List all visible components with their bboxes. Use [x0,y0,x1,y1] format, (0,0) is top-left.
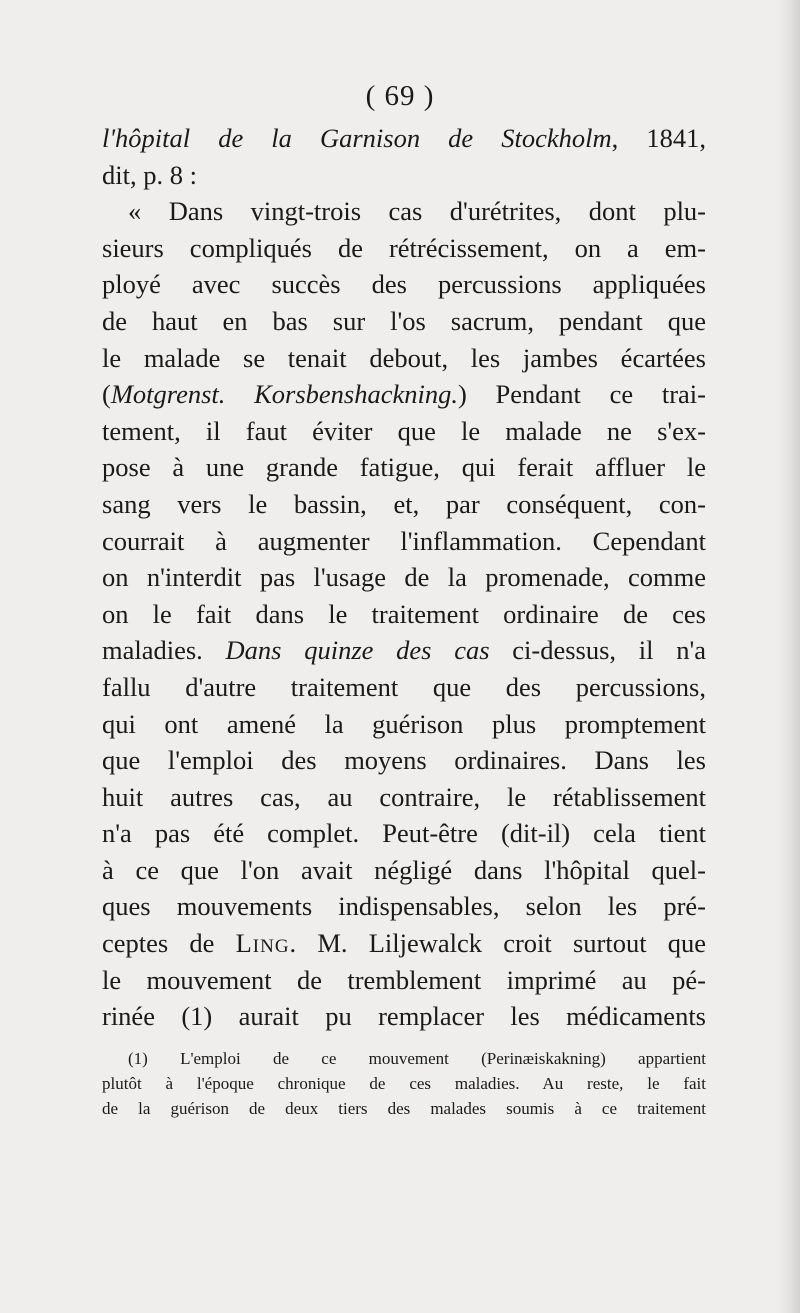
text-line-22: ques mouvements indispensables, selon les pré- [102,891,706,922]
text-line-14: on le fait dans le traitement ordinaire de ces [102,598,706,629]
text-line-11: sang vers le bassin, et, par conséquent, con- [102,488,706,519]
text-line-19: huit autres cas, au contraire, le rétablissement [102,781,706,812]
text-line-7: le malade se tenait debout, les jambes écartées [102,342,706,373]
text-line-13: on n'interdit pas l'usage de la promenade, comme [102,562,706,593]
text-line-16: fallu d'autre traitement que des percussions, [102,671,706,702]
text-line-4: sieurs compliqués de rétrécissement, on a em- [102,232,706,263]
footnote-line-2: plutôt à l'époque chronique de ces maladies. Au reste, le fait [102,1074,706,1093]
text-line-21: à ce que l'on avait négligé dans l'hôpital quel- [102,854,706,885]
text-line-6: de haut en bas sur l'os sacrum, pendant que [102,305,706,336]
emphasis-text: Dans quinze des cas [225,635,490,666]
body-text [102,120,706,1035]
text-line-12: courrait à augmenter l'inflammation. Cependant [102,525,706,556]
text-line-20: n'a pas été complet. Peut-être (dit-il) cela tient [102,818,706,849]
text-line-15: maladies. Dans quinze des cas ci-dessus, il n'a [102,635,707,666]
footnote-line-1: (1) L'emploi de ce mouvement (Perinæiskakning) appartient [128,1049,706,1068]
footnotes [102,1046,706,1121]
text-line-9: tement, il faut éviter que le malade ne s'ex- [102,415,706,446]
page-edge-shadow [778,0,800,1313]
author-name-smallcaps: Ling [235,928,290,959]
page-number: ( 69 ) [365,80,435,112]
footnote-line-3: de la guérison de deux tiers des malades soumis à ce traitement [102,1099,706,1118]
text-line-8: (Motgrenst. Korsbenshackning.) Pendant ce trai- [102,379,706,410]
swedish-term: Motgrenst. Korsbenshackning. [110,379,459,410]
text-line-10: pose à une grande fatigue, qui ferait affluer le [102,452,706,483]
text-line-18: que l'emploi des moyens ordinaires. Dans les [102,745,706,776]
text-line-17: qui ont amené la guérison plus promptement [102,708,706,739]
text-line-1: l'hôpital de la Garnison de Stockholm, 1841, [102,123,706,153]
text-line-25: rinée (1) aurait pu remplacer les médicaments [102,1001,706,1032]
institution-name: l'hôpital de la Garnison de Stockholm [102,123,612,153]
text-line-23: ceptes de Ling. M. Liljewalck croit surtout que [102,928,706,959]
text-line-2: dit, p. 8 : [102,159,197,190]
text-line-24: le mouvement de tremblement imprimé au pé- [102,964,706,995]
text-line-5: ployé avec succès des percussions appliquées [102,269,706,300]
text-line-3: « Dans vingt-trois cas d'urétrites, dont plu- [128,196,706,227]
